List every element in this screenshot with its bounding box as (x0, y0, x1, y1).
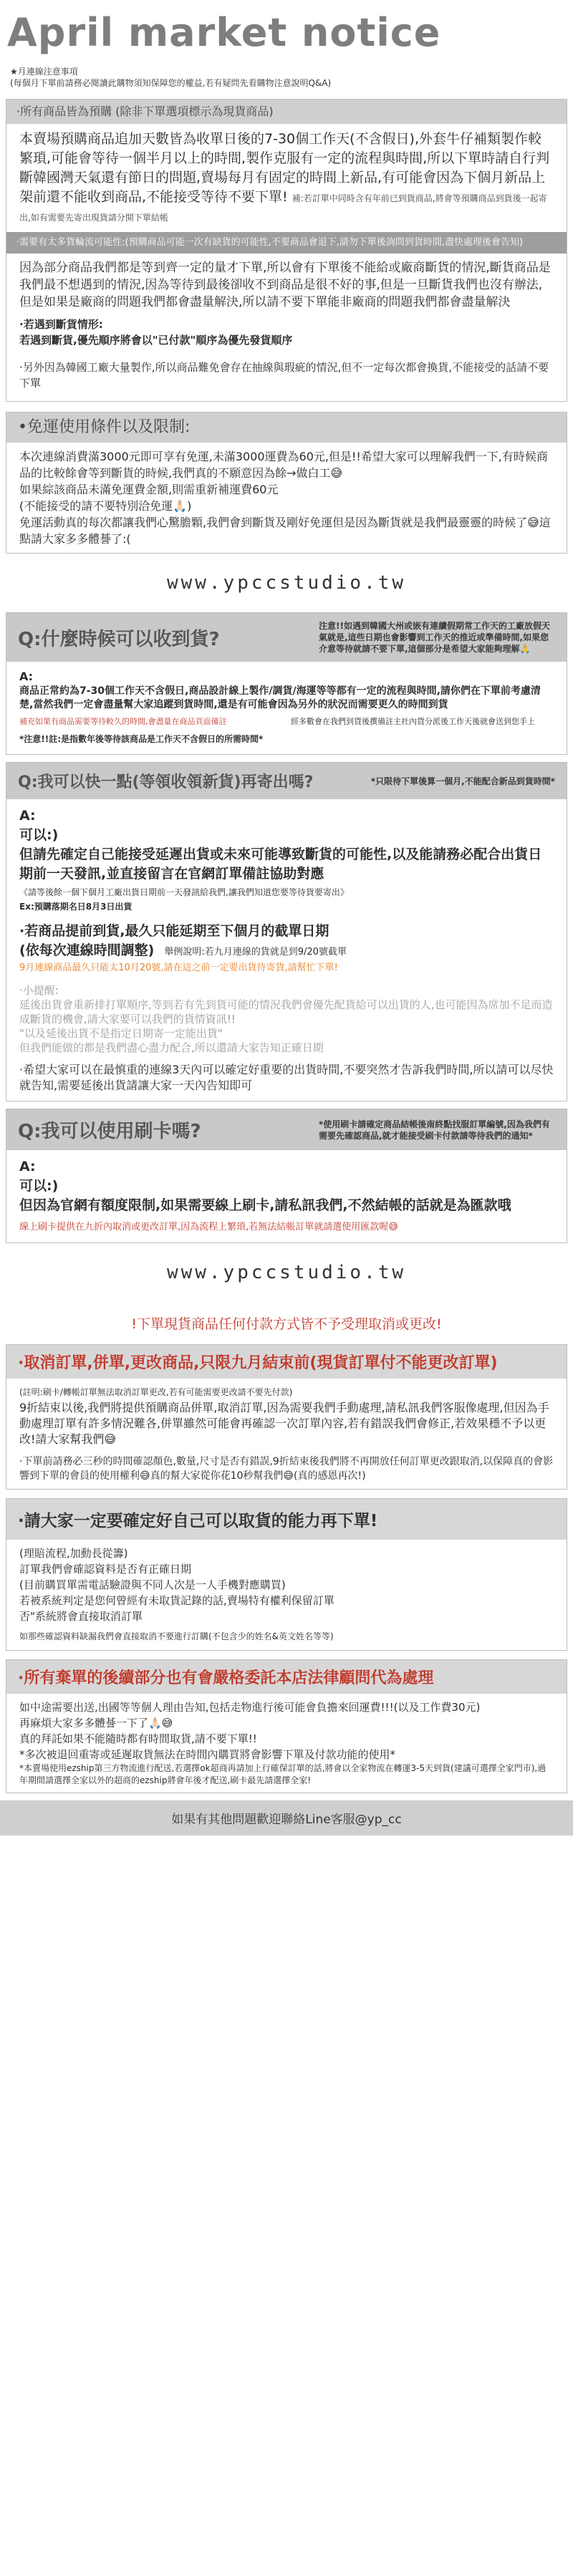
website-url-2[interactable]: www.ypccstudio.tw (166, 1262, 407, 1283)
preorder-side-note: 補:若訂單中同時含有年前已到貨商品,將會等預購商品到貨後一起寄出,如有需要先寄出現貨請分開下單結帳 (19, 193, 547, 223)
instock-notice: !下單現貨商品任何付款方式皆不予受理取消或更改! (131, 1316, 442, 1332)
faq-arrival-footnote: *注意!!註:是指數年後等待該商品是工作天不含假日的所需時間* (19, 734, 264, 744)
faq-delay-a-label: A: (19, 808, 36, 824)
out-of-stock-rule: 若遇到斷貨,優先順序將會以"已付款"順序為優先發貨順序 (19, 334, 293, 347)
free-shipping-p2: 如果綜該商品未滿免運費金額,則需重新補運費60元 (19, 483, 279, 496)
preorder-band: ·所有商品皆為預購 (除非下單選項標示為現貨商品) (6, 100, 567, 124)
faq-delay-reminder-title: ·小提醒: (19, 984, 59, 997)
faq-delay-answer: 但請先確定自己能接受延遲出貨或未來可能導致斷貨的可能性,以及能請務必配合出貨日期前一天發訊,並直接留言在官網訂單備註協助對應 (19, 846, 542, 882)
preorder-paragraph: 本賣場預購商品追加天數皆為收單日後的7-30個工作天(不含假日),外套牛仔補類製作較繁瑣,可能會等待一個半月以上的時間,製作克服有一定的流程與時間,所以下單時請自行判斷韓國灣天氣還有節日的問題,賣場每月有固定的時間上新品,有可能會因為下個月新品上架前還不能收到商品,不能接受等待不要下單! (19, 131, 550, 205)
free-shipping-band: •免運使用條件以及限制: (6, 413, 567, 443)
cancel-p2: ·下單前請務必三秒的時間確認顏色,數量,尺寸是否有錯誤,9折結束後我們將不再開放任何訂單更改跟取消,以保障真的會影響到下單的會員的使用權利😅真的幫大家從你花10秒幫我們😅(真的感恩再次!) (19, 1456, 554, 1482)
cancel-note: (註明:刷卡/轉帳訂單無法取消訂單更改,若有可能需要更改請不要先付款) (19, 1387, 293, 1397)
faq-card-side-note: *使用刷卡請確定商品結帳後南終點找服訂單編號,因為我們有需要先確認商品,就才能接受刷卡付款請等待我們的通知* (319, 1119, 550, 1141)
legal-p3: 真的拜託如果不能隨時都有時間取貨,請不要下單!! (19, 1732, 257, 1745)
faq-arrival-answer: 商品正常約為7-30個工作天不含假日,商品設計線上製作/調貨/海運等等都有一定的流程與時間,請你們在下單前考慮清楚,當然我們一定會盡量幫大家追蹤到貨時間,還是有可能會因為另外的狀況而需要更久的時間到貨 (19, 685, 541, 710)
pickup-p2: (目前購買單需電話驗證與不同人次是一人手機對應購買) (19, 1578, 286, 1591)
footer-contact[interactable]: 如果有其他問題歡迎聯絡Line客服@yp_cc (0, 1800, 573, 1835)
faq-arrival-side-note: 注意!!如遇到韓國大州或嵌有連續假期常工作天的工廠放假天氣就是,這些日期也會影響到工作天的推近或準備時間,如果您介意等待就請不要下單,這個部分是希望大家能夠理解🙏 (319, 621, 550, 654)
pickup-sub: (理賠流程,加動長從籌) (19, 1547, 128, 1560)
stock-band: ·需要有太多貨輪流可能性:(預購商品可能一次有缺貨的可能性,不要商品會退下,請勿下單後詢問到貨時間,盡快處理後會告知) (6, 232, 567, 254)
faq-delay-deadline-title: ·若商品提前到貨,最久只能延期至下個月的截單日期 (19, 923, 329, 939)
out-of-stock-title: ·若遇到斷貨情形: (19, 318, 103, 331)
faq-delay-reminder-body2: "以及延後出貨不是指定日期寄一定能出貨" (19, 1027, 223, 1040)
pickup-p1: 訂單我們會確認資料是否有正確日期 (19, 1563, 192, 1576)
free-shipping-p1: 本次連線消費滿3000元即可享有免運,未滿3000運費為60元,但是!!希望大家可以理解我們一下,有時候商品的比較餘會等到斷貨的時候,我們真的不願意因為餘→做白工😅 (19, 450, 548, 480)
legal-p2: 再麻煩大家多多體諅一下了🙏🏻😅 (19, 1717, 173, 1730)
faq-delay-reminder-body3: 但我們能做的都是我們盡心盡力配合,所以還請大家告知正確日期 (19, 1041, 324, 1054)
preorder-section (6, 99, 567, 402)
free-shipping-p3: (不能接受的請不要特別洽免運🙏🏻) (19, 499, 192, 513)
faq-delay-final: ·希望大家可以在最慎重的連線3天內可以確定好重要的出貨時間,不要突然才告訴我們時間,所以請可以尽快就告知,需要延後出貨請讓大家一天內告知即可 (19, 1063, 554, 1092)
header-note-2: (每個月下單前請務必閱讀此購物須知保障您的權益,若有疑問先看購物注意說明Q&A) (10, 78, 332, 88)
free-shipping-p4: 免運活動真的每次都讓我們心驚膽顆,我們會到斷貨及剛好免運但是因為斷貨就是我們最靈靈的時候了😅這點請大家多多體諅了:( (19, 516, 551, 546)
page-title: April market notice (7, 10, 441, 55)
faq-card-a-label: A: (19, 1159, 36, 1174)
faq-delay (6, 762, 567, 1101)
faq-card-can: 可以:) (19, 1178, 59, 1194)
faq-delay-can: 可以:) (19, 827, 59, 843)
legal-p4: *多次被退回重寄或延遲取貨無法在時間內購買將會影響下單及付款功能的使用* (19, 1748, 396, 1761)
faq-delay-deadline-sub: (依每次連線時間調整) (19, 942, 155, 958)
pickup-p4: 否"系統將會直接取消訂單 (19, 1610, 143, 1623)
cancel-band: ·取消訂單,併單,更改商品,只限九月結束前(現貨訂單付不能更改訂單) (6, 1345, 567, 1379)
faq-arrival-note-2: 經多數會在我們到貨後撰備註主社內貨分派後工作天後就會送到您手上 (291, 717, 535, 726)
stock-paragraph: 因為部分商品我們都是等到齊一定的量才下單,所以會有下單後不能給或廠商斷貨的情況,斷貨商品是我們最不想遇到的情況,因為等待到最後卻收不到商品是很不好的事,但是一旦斷貨我們也沒有辦法,但是如果是廠商的問題我們都會盡量解決,所以請不要下單能非廠商的問題我們都會盡量解決 (19, 261, 551, 309)
faq-delay-side-note: *只限待下單後算一個月,不能配合新品到貨時間* (370, 776, 555, 786)
faq-delay-reminder-body: 延後出貨會重新排打單順序,等到若有先到貨可能的情況我們會優先配貨給可以出貨的人,也可能因為席加不足而造成斷貨的機會,請大家要可以我們的貨情資訊!! (19, 998, 553, 1026)
free-shipping-section (6, 412, 567, 554)
legal-p1: 如中途需要出送,出國等等個人理由告知,包括走物進行後可能會負擔來回運費!!!(以及工作費30元) (19, 1701, 481, 1714)
faq-card-answer: 但因為官網有額度限制,如果需要線上刷卡,請私訊我們,不然結帳的話就是為匯款哦 (19, 1197, 511, 1213)
faq-delay-note: 《請等後餘一個下個月工廠出貨日期前一天發訊給我們,讓我們知道您要等待貨要寄出》 (19, 887, 349, 897)
defect-paragraph: ·另外因為韓國工廠大量製作,所以商品難免會存在抽線與瑕疵的情況,但不一定每次都會換貨,不能接受的話請不要下單 (19, 361, 549, 390)
faq-arrival-a-label: A: (19, 670, 34, 683)
legal-p5: *本賣場使用ezship第三方物流進行配送,若選擇ok超商再請加上行確保訂單的話,將會以全家物流在轉運3-5天到貨(建議可選擇全家門市),過年期間請選擇全家以外的超商的ezship將會年後才配送,刷卡最先請選擇全家! (19, 1763, 546, 1785)
faq-card-note: 線上刷卡提供在九折內取消或更改訂單,因為流程上繁瑣,若無法結帳訂單就請選使用匯款喔😅 (19, 1222, 398, 1232)
pickup-note: 如那些確認資料缺漏我們會直接取消不要進行訂購(不包含少的姓名&英文姓名等等) (19, 1631, 334, 1641)
website-url[interactable]: www.ypccstudio.tw (166, 572, 407, 594)
legal-band: ·所有棄單的後續部分也有會嚴格委託本店法律顧問代為處理 (6, 1660, 567, 1694)
legal-section (6, 1659, 567, 1793)
faq-arrival (6, 612, 567, 755)
faq-delay-deadline-warning: 9月連線商品最久只能太10月20號,請在這之前一定要出貨待寄貨,請幫忙下單! (19, 963, 338, 973)
faq-arrival-note-1: 補充如果有商品需要等待較久的時間,會盡量在商品頁面備註 (19, 717, 227, 726)
pickup-band: ·請大家一定要確定好自己可以取貨的能力再下單! (6, 1499, 567, 1540)
faq-delay-question: Q:我可以快一點(等領收領新貨)再寄出嗎? (18, 773, 314, 791)
pickup-p3: 若被系統判定是您何曾經有未取貨記錄的話,賣場特有權利保留訂單 (19, 1594, 334, 1607)
faq-card-question: Q:我可以使用刷卡嗎? (18, 1121, 201, 1142)
cancel-p1: 9折結束以後,我們將提供預購商品併單,取消訂單,因為需要我們手動處理,請私訊我們客服像處理,但因為手動處理訂單有許多情況難各,併單雖然可能會再確認一次訂單內容,若有錯誤我們會修正,若效果穩不予以更改!請大家幫我們😅 (19, 1401, 549, 1446)
faq-delay-example: Ex:預購落期名日8月3日出貨 (19, 902, 133, 912)
pickup-section (6, 1498, 567, 1651)
faq-card (6, 1109, 567, 1243)
cancel-section (6, 1344, 567, 1490)
faq-arrival-question: Q:什麼時候可以收到貨? (18, 628, 220, 650)
header-note-1: ★月連線注意事項 (10, 67, 78, 77)
faq-delay-deadline-example: 舉例說明:若九月連線的貨就是到9/20號截單 (164, 947, 347, 957)
